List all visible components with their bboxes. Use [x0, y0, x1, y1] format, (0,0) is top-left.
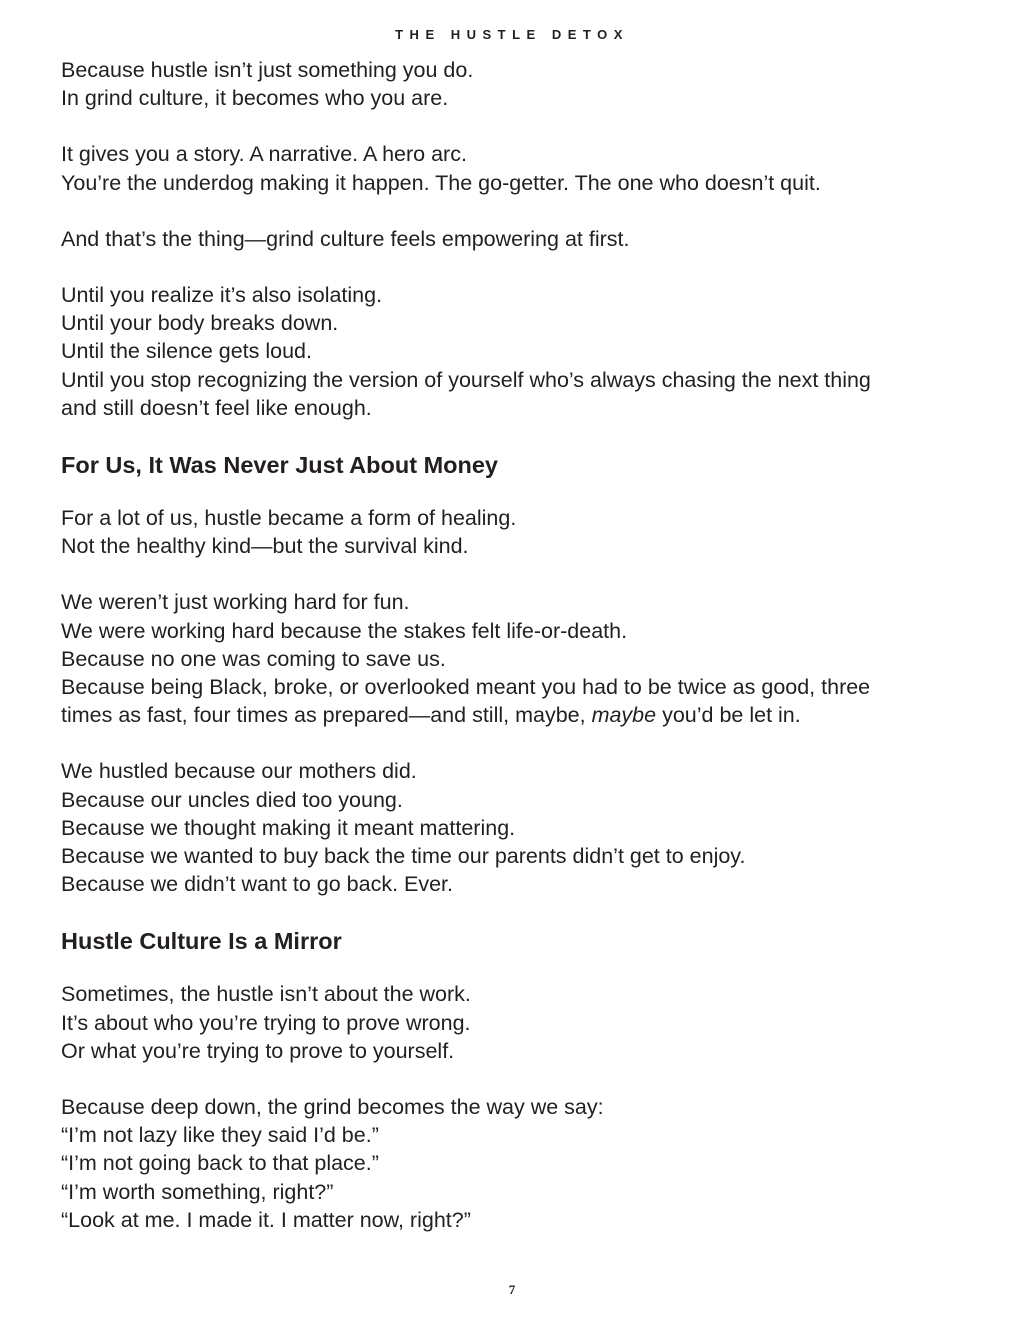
text-line: You’re the underdog making it happen. The go-getter. The one who doesn’t quit.: [61, 170, 821, 195]
text-line: Until you realize it’s also isolating.: [61, 283, 383, 308]
text-line: Because deep down, the grind becomes the way we say:: [61, 1095, 604, 1120]
text-line: It’s about who you’re trying to prove wrong.: [61, 1010, 471, 1035]
text-line: Because we didn’t want to go back. Ever.: [61, 872, 454, 897]
text-line: Because we thought making it meant mattering.: [61, 815, 516, 840]
quote-line: “I’m not lazy like they said I’d be.”: [61, 1123, 379, 1148]
text-line: In grind culture, it becomes who you are.: [61, 86, 449, 111]
text-line: Until your body breaks down.: [61, 311, 339, 336]
text-line: Sometimes, the hustle isn’t about the work.: [61, 982, 471, 1007]
paragraph: [61, 504, 961, 560]
running-header-title: THE HUSTLE DETOX: [395, 27, 629, 42]
text-line: For a lot of us, hustle became a form of healing.: [61, 506, 517, 531]
text-line: Not the healthy kind—but the survival kind.: [61, 534, 469, 559]
paragraph: [61, 980, 961, 1065]
section-heading: Hustle Culture Is a Mirror: [61, 928, 342, 955]
text-line: Until you stop recognizing the version of yourself who’s always chasing the next thing: [61, 367, 871, 392]
paragraph: [61, 225, 961, 253]
text-line: And that’s the thing—grind culture feels empowering at first.: [61, 226, 630, 251]
quote-line: “Look at me. I made it. I matter now, right?”: [61, 1207, 471, 1232]
paragraph: [61, 588, 961, 729]
text-line: We were working hard because the stakes felt life-or-death.: [61, 618, 628, 643]
text-line: and still doesn’t feel like enough.: [61, 395, 372, 420]
paragraph: [61, 1093, 961, 1234]
text-line: Until the silence gets loud.: [61, 339, 312, 364]
text-line: We hustled because our mothers did.: [61, 759, 417, 784]
text-line: It gives you a story. A narrative. A hero arc.: [61, 142, 467, 167]
text-run: times as fast, four times as prepared—and still, maybe,: [61, 703, 592, 728]
text-line: We weren’t just working hard for fun.: [61, 590, 410, 615]
text-line: Because our uncles died too young.: [61, 787, 403, 812]
text-line: Because we wanted to buy back the time our parents didn’t get to enjoy.: [61, 844, 746, 869]
section-heading: For Us, It Was Never Just About Money: [61, 452, 498, 479]
page-number: 7: [508, 1282, 516, 1297]
text-line: Because hustle isn’t just something you do.: [61, 58, 474, 82]
text-run: you’d be let in.: [656, 703, 801, 728]
quote-line: “I’m not going back to that place.”: [61, 1151, 379, 1176]
quote-line: “I’m worth something, right?”: [61, 1179, 334, 1204]
paragraph: [61, 281, 961, 422]
page-body: [61, 56, 961, 1262]
text-line: Or what you’re trying to prove to yourself.: [61, 1038, 455, 1063]
text-line: [61, 701, 961, 729]
emphasized-word: maybe: [591, 703, 657, 728]
paragraph: [61, 757, 961, 898]
paragraph: [61, 56, 961, 112]
paragraph: [61, 140, 961, 196]
text-line: Because being Black, broke, or overlooked meant you had to be twice as good, three: [61, 675, 871, 700]
text-line: Because no one was coming to save us.: [61, 646, 446, 671]
